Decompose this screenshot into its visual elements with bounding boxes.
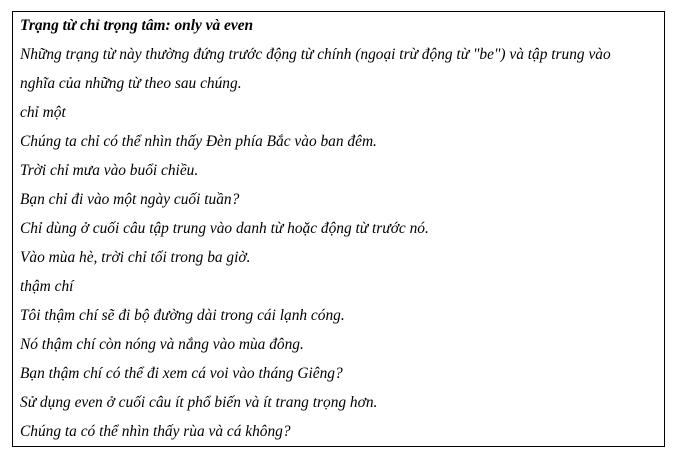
- intro-line-1: Những trạng từ này thường đứng trước động từ chính (ngoại trừ động từ "be") và tập trung vào: [20, 46, 611, 63]
- even-example-1: Tôi thậm chí sẽ đi bộ đường dài trong cái lạnh cóng.: [20, 307, 345, 324]
- only-example-4: Vào mùa hè, trời chỉ tối trong ba giờ.: [20, 249, 251, 266]
- box-title: Trạng từ chỉ trọng tâm: only và even: [20, 17, 254, 34]
- even-example-4: Chúng ta có thể nhìn thấy rùa và cá không?: [20, 423, 291, 440]
- even-example-2: Nó thậm chí còn nóng và nắng vào mùa đông.: [20, 336, 304, 353]
- text-box: [12, 11, 665, 447]
- only-example-1: Chúng ta chỉ có thể nhìn thấy Đèn phía Bắc vào ban đêm.: [20, 133, 377, 150]
- even-note: Sử dụng even ở cuối câu ít phổ biến và ít trang trọng hơn.: [20, 394, 378, 411]
- intro-line-2: nghĩa của những từ theo sau chúng.: [20, 75, 242, 92]
- only-example-2: Trời chỉ mưa vào buổi chiều.: [20, 162, 199, 179]
- only-example-3: Bạn chỉ đi vào một ngày cuối tuần?: [20, 191, 240, 208]
- even-heading: thậm chí: [20, 278, 74, 295]
- only-note: Chỉ dùng ở cuối câu tập trung vào danh từ hoặc động từ trước nó.: [20, 220, 429, 237]
- only-heading: chỉ một: [20, 104, 66, 121]
- even-example-3: Bạn thậm chí có thể đi xem cá voi vào tháng Giêng?: [20, 365, 343, 382]
